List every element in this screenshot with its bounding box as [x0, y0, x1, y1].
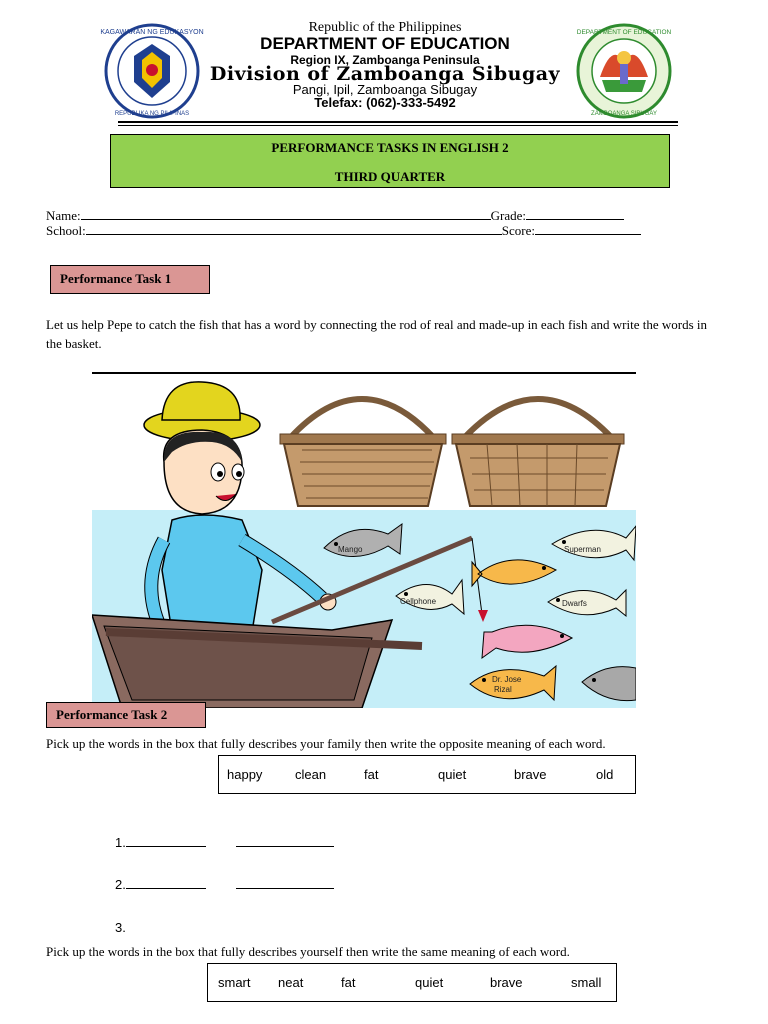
right-basket-icon: [452, 399, 624, 506]
answer-row-3: [115, 920, 126, 935]
grade-blank[interactable]: [526, 208, 624, 220]
word-fat-2: fat: [341, 975, 356, 990]
header-telefax: Telefax: (062)-333-5492: [314, 95, 456, 110]
answer-number-1: 1.: [115, 835, 126, 850]
fish-word-dr-jose: Dr. Jose: [492, 675, 522, 684]
answer-row-1: [115, 835, 334, 850]
name-label: Name:: [46, 208, 81, 223]
task2-instruction-2: Pick up the words in the box that fully describes yourself then write the same meaning of each word.: [46, 944, 570, 959]
word-fat: fat: [364, 767, 379, 782]
header-department: DEPARTMENT OF EDUCATION: [260, 34, 510, 53]
svg-text:DEPARTMENT OF EDUCATION: DEPARTMENT OF EDUCATION: [576, 29, 672, 36]
answer-blank-1b[interactable]: [236, 845, 334, 847]
word-quiet-2: quiet: [415, 975, 444, 990]
header-division: Division of Zamboanga Sibugay: [209, 63, 561, 85]
answer-number-2: 2.: [115, 877, 126, 892]
fish-word-superman: Superman: [564, 545, 601, 554]
title-line-2: THIRD QUARTER: [334, 169, 446, 184]
title-line-1: PERFORMANCE TASKS IN ENGLISH 2: [271, 140, 509, 155]
answer-number-3: 3.: [115, 920, 126, 935]
performance-task-1-label: Performance Task 1: [50, 265, 210, 294]
word-box-yourself: [207, 963, 617, 1002]
header-rule-thin: [118, 125, 678, 126]
svg-text:ZAMBOANGA SIBUGAY: ZAMBOANGA SIBUGAY: [591, 111, 657, 117]
word-brave: brave: [514, 767, 547, 782]
svg-text:REPUBLIKA NG PILIPINAS: REPUBLIKA NG PILIPINAS: [114, 111, 190, 117]
answer-blank-1a[interactable]: [126, 845, 206, 847]
word-clean: clean: [295, 767, 327, 782]
performance-task-2-label: Performance Task 2: [46, 702, 206, 728]
school-score-row: [46, 223, 641, 239]
grade-label: Grade:: [490, 208, 527, 223]
word-old: old: [596, 767, 614, 782]
word-small: small: [571, 975, 602, 990]
score-blank[interactable]: [535, 223, 641, 235]
division-seal-logo: [572, 22, 676, 120]
answer-blank-2a[interactable]: [126, 887, 206, 889]
word-smart: smart: [218, 975, 251, 990]
name-blank[interactable]: [81, 208, 491, 220]
svg-text:KAGAWARAN NG EDUKASYON: KAGAWARAN NG EDUKASYON: [100, 29, 204, 36]
fishing-illustration: [92, 370, 636, 708]
name-grade-row: [46, 208, 624, 224]
word-box-family: [218, 755, 636, 794]
answer-row-2: [115, 877, 334, 892]
fish-word-cellphone: Cellphone: [400, 597, 437, 606]
answer-blank-2b[interactable]: [236, 887, 334, 889]
header-republic: Republic of the Philippines: [308, 20, 462, 35]
task2-instruction-1: Pick up the words in the box that fully describes your family then write the opposite meaning of each word.: [46, 736, 606, 751]
fish-word-rizal: Rizal: [494, 685, 512, 694]
header-region: Region IX, Zamboanga Peninsula: [290, 53, 480, 67]
fish-word-mango: Mango: [338, 545, 363, 554]
school-blank[interactable]: [86, 223, 502, 235]
fish-word-dwarfs: Dwarfs: [562, 599, 587, 608]
word-happy: happy: [227, 767, 263, 782]
word-neat: neat: [278, 975, 304, 990]
left-basket-icon: [280, 399, 446, 506]
score-label: Score:: [501, 223, 535, 238]
school-label: School:: [46, 223, 86, 238]
header-address: Pangi, Ipil, Zamboanga Sibugay: [292, 82, 478, 97]
header-rule: [118, 121, 678, 123]
deped-seal-logo: [100, 22, 204, 120]
word-brave-2: brave: [490, 975, 523, 990]
task1-instruction: Let us help Pepe to catch the fish that has a word by connecting the rod of real and made-up in each fish and write the words in the basket.: [46, 317, 707, 351]
title-band: [110, 134, 670, 188]
word-quiet: quiet: [438, 767, 467, 782]
